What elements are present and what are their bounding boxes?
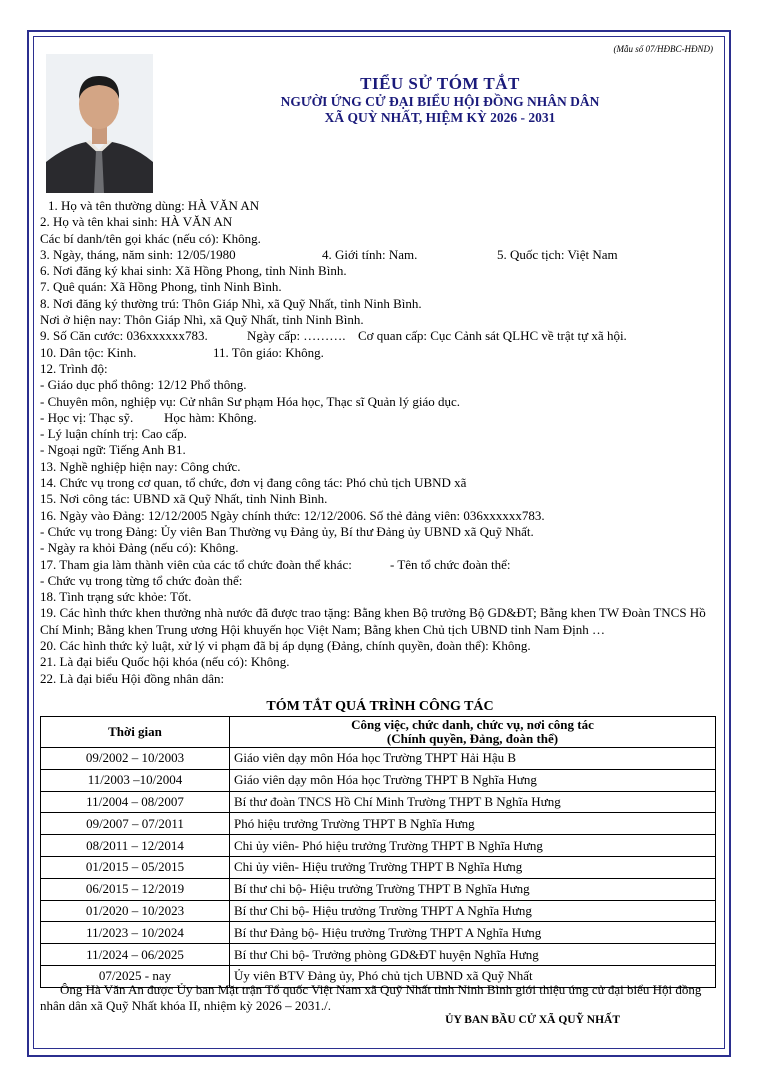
field-degree-title [40,410,720,426]
field-foreign-language: - Ngoại ngữ: Tiếng Anh B1. [40,442,186,458]
field-hometown: 7. Quê quán: Xã Hồng Phong, tỉnh Ninh Bình. [40,279,282,295]
table-row [41,813,716,835]
field-academic-title: Học hàm: Không. [164,409,257,425]
table-row [41,878,716,900]
field-specialization: - Chuyên môn, nghiệp vụ: Cử nhân Sư phạm Hóa học, Thạc sĩ Quản lý giáo dục. [40,393,461,409]
field-national-assembly: 21. Là đại biểu Quốc hội khóa (nếu có): Không. [40,654,290,670]
row-period: 09/2002 – 10/2003 [41,748,230,770]
nomination-statement: Ông Hà Văn An được Ủy ban Mặt trận Tổ quốc Việt Nam xã Quỹ Nhất tỉnh Ninh Bình giới thiệu ứng cử đại biểu Hội đồng nhân dân xã Quỹ Nhất khóa II, nhiệm kỳ 2026 – 2031./. [40,982,702,1014]
field-permanent-residence: 8. Nơi đăng ký thường trú: Thôn Giáp Nhì, xã Quỹ Nhất, tỉnh Ninh Bình. [40,295,422,311]
table-row [41,791,716,813]
row-work: Chi ủy viên- Phó hiệu trưởng Trường THPT B Nghĩa Hưng [230,835,716,857]
field-birth-name: 2. Họ và tên khai sinh: HÀ VĂN AN [40,214,233,230]
row-work: Bí thư đoàn TNCS Hồ Chí Minh Trường THPT B Nghĩa Hưng [230,791,716,813]
field-party-admission: 16. Ngày vào Đảng: 12/12/2005 Ngày chính thức: 12/12/2006. Số thẻ đảng viên: 036xxxxxx783. [40,507,545,523]
field-common-name [40,198,720,214]
table-row [41,944,716,966]
table-row [41,922,716,944]
field-health: 18. Tình trạng sức khỏe: Tốt. [40,589,192,605]
title-line-2: NGƯỜI ỨNG CỬ ĐẠI BIỂU HỘI ĐỒNG NHÂN DÂN [280,94,600,109]
field-council-delegate: 22. Là đại biểu Hội đồng nhân dân: [40,670,225,686]
field-organization-name: - Tên tổ chức đoàn thể: [390,556,511,572]
field-ethnicity: 10. Dân tộc: Kinh. [40,344,137,360]
field-position: 14. Chức vụ trong cơ quan, tổ chức, đơn vị đang công tác: Phó chủ tịch UBND xã [40,475,467,491]
field-gender: 4. Giới tính: Nam. [322,246,418,262]
row-period: 01/2020 – 10/2023 [41,900,230,922]
field-text: 1. Họ và tên thường dùng: HÀ VĂN AN [48,198,260,213]
work-history-table [40,716,716,988]
title-line-3: XÃ QUỲ NHẤT, HIỆM KỲ 2026 - 2031 [324,110,556,125]
field-aliases: Các bí danh/tên gọi khác (nếu có): Không. [40,230,261,246]
field-party-exit: - Ngày ra khỏi Đảng (nếu có): Không. [40,540,239,556]
biography-fields [40,198,720,687]
field-dob: 3. Ngày, tháng, năm sinh: 12/05/1980 [40,246,236,262]
row-period: 01/2015 – 05/2015 [41,856,230,878]
field-organization-position: - Chức vụ trong từng tổ chức đoàn thể: [40,572,243,588]
row-work: Bí thư Chi bộ- Trưởng phòng GD&ĐT huyện Nghĩa Hưng [230,944,716,966]
field-id-card [40,328,720,344]
row-work: Giáo viên dạy môn Hóa học Trường THPT Hải Hậu B [230,748,716,770]
field-dob-gender-nationality [40,247,720,263]
field-id-number: 9. Số Căn cước: 036xxxxxx783. [40,328,208,344]
field-id-issuer: Cơ quan cấp: Cục Cảnh sát QLHC về trật tự xã hội. [358,328,627,344]
row-period: 08/2011 – 12/2014 [41,835,230,857]
portrait-photo [46,54,153,193]
field-nationality: 5. Quốc tịch: Việt Nam [497,246,618,262]
form-code: (Mẫu số 07/HĐBC-HĐND) [613,44,713,54]
work-history-rows [41,748,716,988]
row-work: Phó hiệu trưởng Trường THPT B Nghĩa Hưng [230,813,716,835]
field-discipline: 20. Các hình thức kỷ luật, xử lý vi phạm đã bị áp dụng (Đảng, chính quyền, đoàn thể): Không. [40,638,531,654]
field-party-position: - Chức vụ trong Đảng: Ủy viên Ban Thường vụ Đảng ủy, Bí thư Đảng ủy UBND xã Quỹ Nhất. [40,523,534,539]
row-period: 11/2024 – 06/2025 [41,944,230,966]
row-period: 07/2025 - nay [41,965,230,987]
field-organizations [40,557,720,573]
field-current-residence: Nơi ở hiện nay: Thôn Giáp Nhì, xã Quỹ Nhất, tỉnh Ninh Bình. [40,312,364,328]
table-row [41,748,716,770]
column-header-period: Thời gian [41,717,230,748]
field-awards: 19. Các hình thức khen thưởng nhà nước đã được trao tặng: Bằng khen Bộ trưởng Bộ GD&ĐT; Bằng khen TW Đoàn TNCS Hồ Chí Minh; Bằng khen Trung ương Hội khuyến học Việt Nam; Bằng khen Chủ tịch UBND tỉnh Nam Định … [40,605,706,637]
row-period: 09/2007 – 07/2011 [41,813,230,835]
row-period: 06/2015 – 12/2019 [41,878,230,900]
row-work: Bí thư Chi bộ- Hiệu trưởng Trường THPT A Nghĩa Hưng [230,900,716,922]
column-header-work-line1: Công việc, chức danh, chức vụ, nơi công tác [351,717,594,732]
row-work: Giáo viên dạy môn Hóa học Trường THPT B Nghĩa Hưng [230,769,716,791]
table-row [41,769,716,791]
row-work: Bí thư chi bộ- Hiệu trưởng Trường THPT B Nghĩa Hưng [230,878,716,900]
field-occupation: 13. Nghề nghiệp hiện nay: Công chức. [40,458,241,474]
field-workplace: 15. Nơi công tác: UBND xã Quỹ Nhất, tỉnh Ninh Bình. [40,491,328,507]
field-ethnicity-religion [40,345,720,361]
field-education-header: 12. Trình độ: [40,360,108,376]
field-birth-registration: 6. Nơi đăng ký khai sinh: Xã Hồng Phong, tỉnh Ninh Bình. [40,263,347,279]
column-header-work-line2: (Chính quyền, Đảng, đoàn thể) [386,731,559,746]
field-organization-membership: 17. Tham gia làm thành viên của các tổ chức đoàn thể khác: [40,556,352,572]
table-row [41,900,716,922]
row-work: Bí thư Đảng bộ- Hiệu trưởng Trường THPT A Nghĩa Hưng [230,922,716,944]
work-history-title: TÓM TẮT QUÁ TRÌNH CÔNG TÁC [266,699,494,714]
row-period: 11/2004 – 08/2007 [41,791,230,813]
field-degree: - Học vị: Thạc sỹ. [40,409,134,425]
row-period: 11/2003 –10/2004 [41,769,230,791]
table-row [41,856,716,878]
portrait-icon [46,54,153,193]
document-title [240,74,640,126]
table-header-row [41,717,716,748]
election-committee: ỦY BAN BẦU CỬ XÃ QUỸ NHẤT [445,1014,620,1026]
field-political-theory: - Lý luận chính trị: Cao cấp. [40,426,187,442]
row-work: Chi ủy viên- Hiệu trưởng Trường THPT B Nghĩa Hưng [230,856,716,878]
column-header-work [230,717,716,748]
title-main: TIỂU SỬ TÓM TẮT [360,74,520,93]
field-general-education: - Giáo dục phổ thông: 12/12 Phổ thông. [40,377,247,393]
table-row [41,835,716,857]
field-religion: 11. Tôn giáo: Không. [213,344,324,360]
row-work: Ủy viên BTV Đảng ủy, Phó chủ tịch UBND xã Quỹ Nhất [230,965,716,987]
row-period: 11/2023 – 10/2024 [41,922,230,944]
field-id-issue-date: Ngày cấp: ………. [247,328,346,344]
